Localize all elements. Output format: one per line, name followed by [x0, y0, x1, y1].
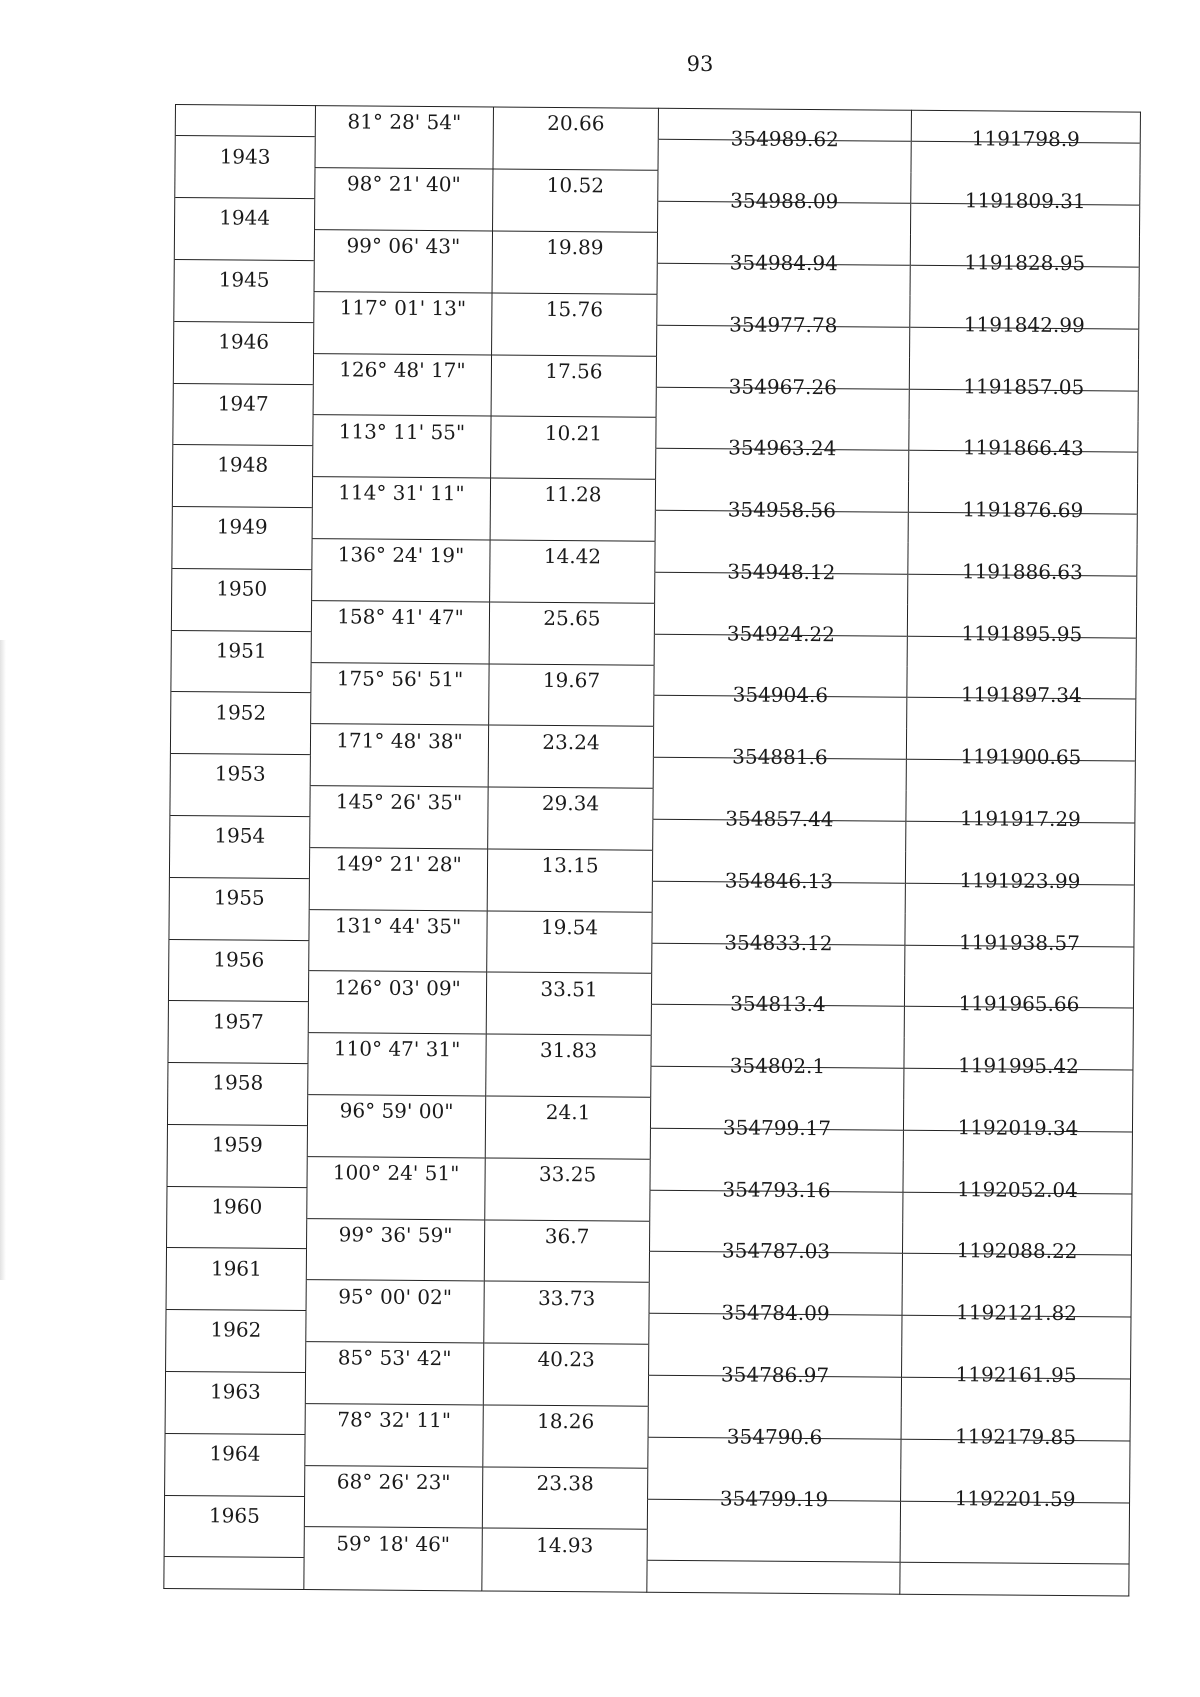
bearing-cell: [312, 508, 490, 540]
northing-cell: 354786.97: [648, 1363, 901, 1396]
station-cell: 1962: [166, 1314, 306, 1346]
bearing-cell: [309, 878, 487, 910]
northing-cell: 354799.19: [647, 1487, 900, 1520]
northing-cell: 354984.94: [657, 251, 910, 284]
station-cell: 1943: [175, 140, 315, 172]
northing-cell: [647, 1549, 900, 1582]
bearing-cell: [310, 755, 488, 787]
distance-cell: 10.21: [491, 416, 656, 448]
distance-cell: 31.83: [486, 1034, 651, 1066]
distance-cell: [488, 756, 653, 788]
easting-cell: 1191917.29: [906, 807, 1135, 840]
bearing-cell: 131° 44' 35": [309, 909, 487, 941]
easting-cell: 1192019.34: [903, 1116, 1132, 1149]
bearing-cell: [305, 1373, 483, 1405]
station-cell: 1957: [168, 1005, 308, 1037]
easting-cell: 1191798.9: [911, 128, 1140, 161]
distance-cell: [490, 509, 655, 541]
easting-cell: 1191866.43: [909, 437, 1138, 470]
distance-cell: 29.34: [488, 787, 653, 819]
northing-cell: 354958.56: [655, 498, 908, 531]
scan-edge-shadow: [0, 640, 6, 1280]
station-cell: 1959: [167, 1128, 307, 1160]
station-cell: 1953: [170, 758, 310, 790]
distance-cell: 23.38: [483, 1467, 648, 1499]
distance-cell: 23.24: [488, 725, 653, 757]
distance-cell: [493, 138, 658, 170]
bearing-cell: 81° 28' 54": [315, 106, 493, 139]
northing-cell: 354802.1: [651, 1054, 904, 1087]
distance-cell: [485, 1189, 650, 1221]
distance-cell: [492, 262, 657, 294]
bearing-cell: [310, 817, 488, 849]
easting-cell: 1191900.65: [906, 745, 1135, 778]
survey-table-sheet: [163, 104, 1140, 1596]
distance-cell: [486, 1065, 651, 1097]
distance-cell: 14.42: [490, 540, 655, 572]
station-cell: 1945: [174, 263, 314, 295]
station-cell: 1963: [165, 1375, 305, 1407]
bearing-cell: [313, 384, 491, 416]
easting-cell: 1191842.99: [910, 313, 1139, 346]
bearing-cell: 99° 36' 59": [307, 1218, 485, 1250]
bearing-cell: 85° 53' 42": [306, 1342, 484, 1374]
easting-cell: 1192121.82: [902, 1301, 1131, 1334]
distance-cell: 20.66: [493, 107, 658, 140]
easting-cell: 1191923.99: [905, 869, 1134, 902]
distance-cell: 33.51: [486, 972, 651, 1004]
bearing-cell: 100° 24' 51": [307, 1156, 485, 1188]
distance-cell: 17.56: [491, 355, 656, 387]
easting-cell: 1192052.04: [903, 1178, 1132, 1211]
northing-cell: 354881.6: [653, 745, 906, 778]
distance-cell: [484, 1250, 649, 1282]
station-cell: [164, 1561, 304, 1593]
station-cell: 1954: [170, 819, 310, 851]
bearing-cell: [311, 631, 489, 663]
easting-cell: 1191876.69: [908, 498, 1137, 531]
distance-cell: [489, 694, 654, 726]
northing-cell: 354924.22: [654, 622, 907, 655]
distance-cell: [483, 1436, 648, 1468]
bearing-cell: [314, 261, 492, 293]
station-cell: 1949: [172, 511, 312, 543]
distance-cell: [482, 1498, 647, 1530]
easting-cell: 1191995.42: [904, 1054, 1133, 1087]
distance-cell: 33.73: [484, 1281, 649, 1313]
bearing-cell: 117° 01' 13": [314, 291, 492, 323]
distance-cell: 15.76: [492, 293, 657, 325]
northing-cell: 354989.62: [658, 128, 911, 161]
bearing-cell: 59° 18' 46": [304, 1527, 482, 1559]
distance-cell: 24.1: [485, 1096, 650, 1128]
bearing-cell: [306, 1249, 484, 1281]
bearing-cell: [307, 1125, 485, 1157]
bearing-cell: [314, 322, 492, 354]
bearing-cell: 95° 00' 02": [306, 1280, 484, 1312]
easting-cell: [900, 1549, 1129, 1582]
bearing-cell: 98° 21' 40": [315, 168, 493, 200]
station-cell: 1947: [173, 387, 313, 419]
distance-cell: 33.25: [485, 1158, 650, 1190]
distance-cell: [492, 324, 657, 356]
easting-cell: 1191965.66: [904, 993, 1133, 1026]
bearing-cell: 136° 24' 19": [312, 539, 490, 571]
distance-cell: 19.67: [489, 664, 654, 696]
station-cell: 1955: [169, 881, 309, 913]
station-cell: 1960: [167, 1190, 307, 1222]
bearing-cell: [304, 1558, 482, 1591]
distance-cell: 18.26: [483, 1405, 648, 1437]
northing-cell: 354787.03: [649, 1240, 902, 1273]
distance-cell: 13.15: [487, 849, 652, 881]
bearing-cell: 149° 21' 28": [309, 847, 487, 879]
northing-cell: 354833.12: [652, 931, 905, 964]
bearing-cell: [315, 137, 493, 169]
distance-cell: [493, 200, 658, 232]
bearing-cell: [313, 446, 491, 478]
bearing-cell: [306, 1311, 484, 1343]
station-cell: 1965: [164, 1499, 304, 1531]
distance-cell: [485, 1127, 650, 1159]
northing-cell: 354963.24: [656, 437, 909, 470]
bearing-cell: 114° 31' 11": [312, 477, 490, 509]
bearing-cell: [304, 1496, 482, 1528]
bearing-cell: 99° 06' 43": [314, 230, 492, 262]
bearing-cell: 171° 48' 38": [310, 724, 488, 756]
bearing-cell: 145° 26' 35": [310, 786, 488, 818]
easting-cell: 1192179.85: [901, 1425, 1130, 1458]
northing-cell: 354846.13: [652, 869, 905, 902]
station-cell: 1946: [174, 325, 314, 357]
distance-cell: 10.52: [493, 169, 658, 201]
easting-cell: 1191895.95: [907, 622, 1136, 655]
northing-cell: 354988.09: [658, 189, 911, 222]
easting-cell: 1191809.31: [911, 189, 1140, 222]
bearing-cell: 126° 03' 09": [308, 971, 486, 1003]
bearing-cell: [312, 569, 490, 601]
northing-cell: 354793.16: [650, 1178, 903, 1211]
easting-cell: 1191938.57: [905, 931, 1134, 964]
northing-cell: 354790.6: [648, 1425, 901, 1458]
station-cell: 1964: [165, 1437, 305, 1469]
station-cell: 1961: [166, 1252, 306, 1284]
easting-cell: 1191886.63: [908, 560, 1137, 593]
bearing-cell: [305, 1434, 483, 1466]
station-cell: 1952: [171, 696, 311, 728]
station-cell: 1951: [171, 634, 311, 666]
distance-cell: 11.28: [490, 478, 655, 510]
table-row: [164, 1557, 1129, 1596]
bearing-cell: [309, 940, 487, 972]
distance-cell: [488, 818, 653, 850]
distance-cell: [487, 942, 652, 974]
bearing-cell: 68° 26' 23": [305, 1465, 483, 1497]
northing-cell: 354799.17: [650, 1116, 903, 1149]
bearing-cell: 175° 56' 51": [311, 662, 489, 694]
distance-cell: 14.93: [482, 1528, 647, 1560]
bearing-cell: [307, 1187, 485, 1219]
distance-cell: [491, 447, 656, 479]
northing-cell: 354948.12: [655, 560, 908, 593]
station-cell: 1950: [172, 572, 312, 604]
station-cell: 1958: [168, 1067, 308, 1099]
bearing-cell: 126° 48' 17": [313, 353, 491, 385]
survey-coordinates-table: [163, 104, 1141, 1596]
easting-cell: 1191828.95: [910, 251, 1139, 284]
northing-cell: 354977.78: [657, 313, 910, 346]
bearing-cell: [311, 693, 489, 725]
distance-cell: 36.7: [485, 1220, 650, 1252]
bearing-cell: 158° 41' 47": [311, 600, 489, 632]
distance-cell: 19.89: [492, 231, 657, 263]
distance-cell: [491, 386, 656, 418]
distance-cell: 40.23: [484, 1343, 649, 1375]
station-cell: 1944: [174, 202, 314, 234]
bearing-cell: [315, 199, 493, 231]
station-cell: [175, 105, 315, 137]
station-cell: 1948: [173, 449, 313, 481]
distance-cell: 19.54: [487, 911, 652, 943]
easting-cell: 1191857.05: [909, 375, 1138, 408]
distance-cell: [487, 880, 652, 912]
easting-cell: 1192088.22: [902, 1240, 1131, 1273]
easting-cell: 1191897.34: [907, 684, 1136, 717]
distance-cell: [482, 1559, 647, 1592]
station-cell: 1956: [169, 943, 309, 975]
distance-cell: [483, 1374, 648, 1406]
distance-cell: [484, 1312, 649, 1344]
bearing-cell: 96° 59' 00": [307, 1095, 485, 1127]
bearing-cell: [308, 1064, 486, 1096]
distance-cell: 25.65: [489, 602, 654, 634]
bearing-cell: 110° 47' 31": [308, 1033, 486, 1065]
easting-cell: 1192201.59: [900, 1487, 1129, 1520]
distance-cell: [489, 633, 654, 665]
northing-cell: 354967.26: [656, 375, 909, 408]
northing-cell: 354904.6: [654, 684, 907, 717]
bearing-cell: 78° 32' 11": [305, 1403, 483, 1435]
survey-table-body: [164, 105, 1141, 1596]
northing-cell: 354784.09: [649, 1301, 902, 1334]
page-number: 93: [686, 52, 714, 76]
distance-cell: [486, 1003, 651, 1035]
northing-cell: 354813.4: [651, 993, 904, 1026]
bearing-cell: [308, 1002, 486, 1034]
bearing-cell: 113° 11' 55": [313, 415, 491, 447]
easting-cell: 1192161.95: [901, 1363, 1130, 1396]
northing-cell: 354857.44: [653, 807, 906, 840]
distance-cell: [490, 571, 655, 603]
